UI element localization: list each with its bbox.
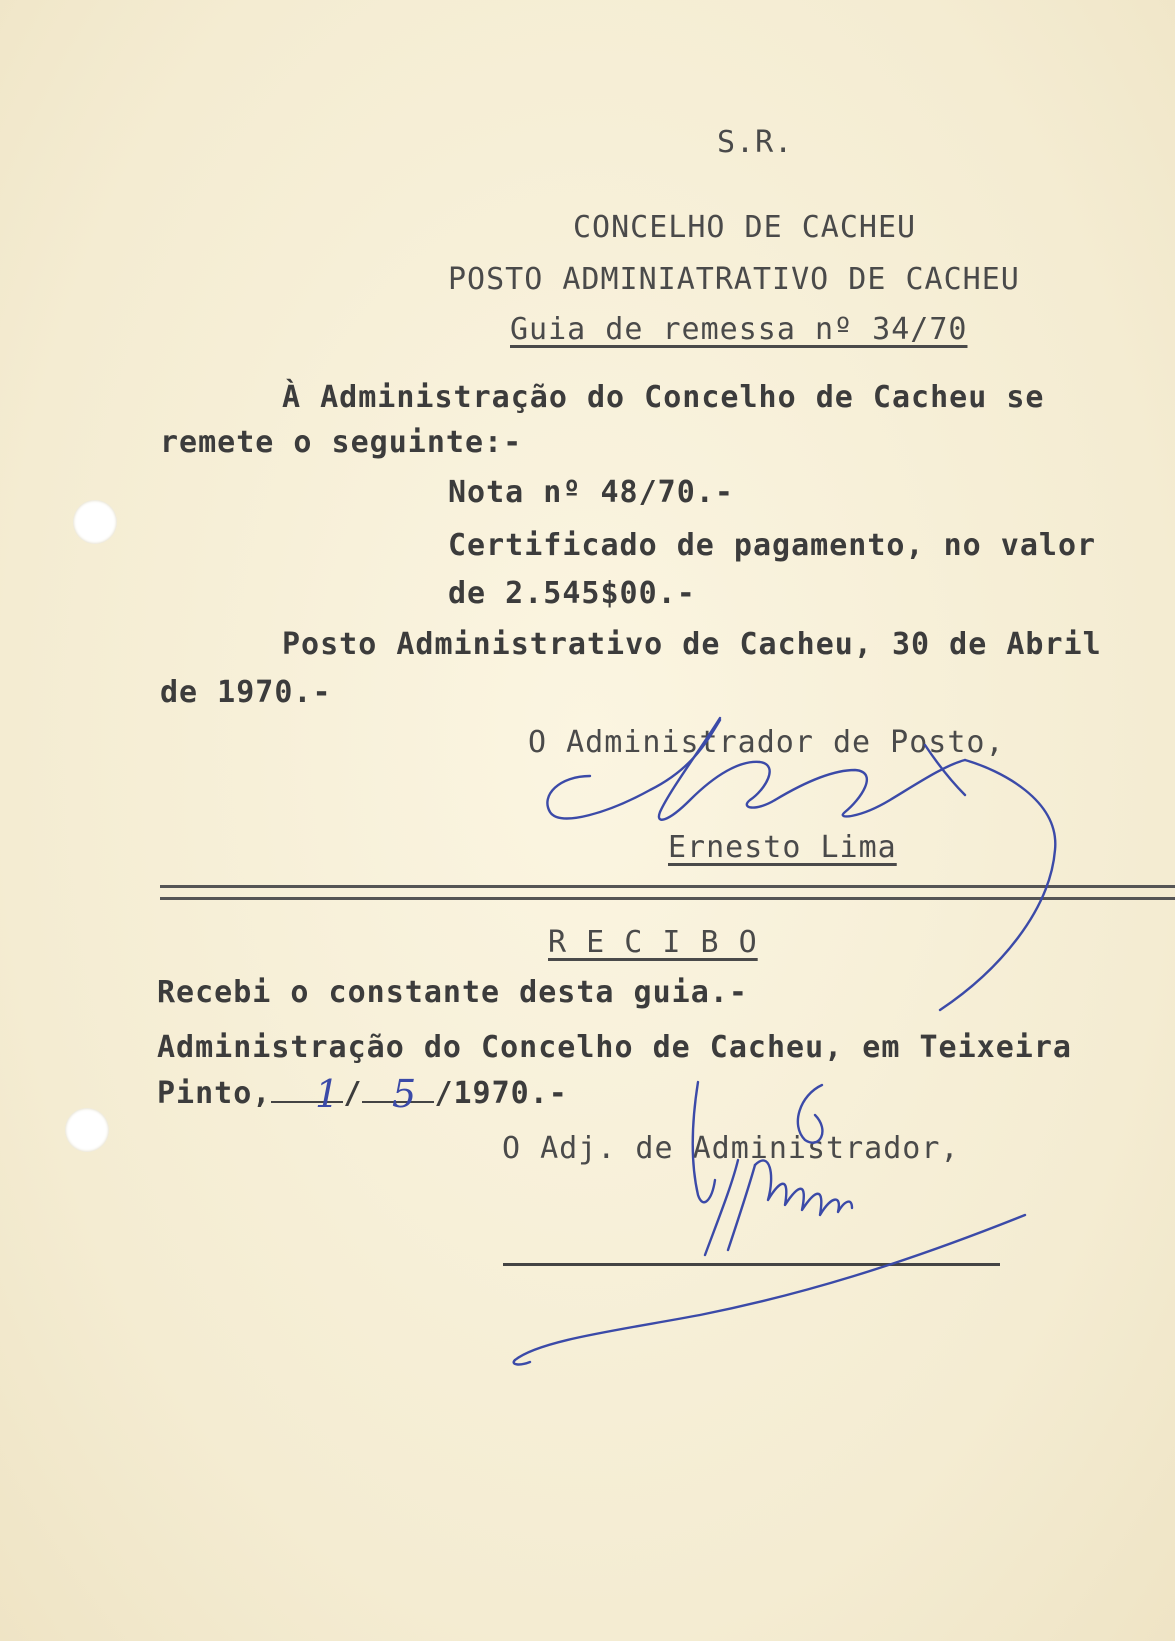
item-certificado-line-2: de 2.545$00.- xyxy=(448,576,696,611)
item-nota: Nota nº 48/70.- xyxy=(448,475,734,510)
receipt-year: /1970.- xyxy=(434,1076,568,1111)
punch-hole-top xyxy=(73,500,117,544)
guide-title: Guia de remessa nº 34/70 xyxy=(510,312,968,347)
receipt-signature-line xyxy=(503,1263,1000,1266)
place-date-line-1: Posto Administrativo de Cacheu, 30 de Abril xyxy=(282,627,1102,662)
receipt-line-1: Recebi o constante desta guia.- xyxy=(157,975,748,1010)
place-date-line-2: de 1970.- xyxy=(160,675,332,710)
intro-line-2: remete o seguinte:- xyxy=(160,425,523,460)
receipt-date-line: Pinto, / /1970.- xyxy=(157,1076,568,1111)
item-certificado-line-1: Certificado de pagamento, no valor xyxy=(448,528,1097,563)
intro-line-1: À Administração do Concelho de Cacheu se xyxy=(282,380,1045,415)
handwritten-day: 1 xyxy=(315,1072,340,1116)
section-divider xyxy=(160,885,1175,900)
header-concelho: CONCELHO DE CACHEU xyxy=(573,210,917,245)
signatory-name: Ernesto Lima xyxy=(668,830,897,865)
header-posto: POSTO ADMINIATRATIVO DE CACHEU xyxy=(448,262,1020,297)
receipt-date-prefix: Pinto, xyxy=(157,1076,272,1111)
receipt-line-2: Administração do Concelho de Cacheu, em Teixeira xyxy=(157,1030,1072,1065)
receipt-title: R E C I B O xyxy=(548,925,758,960)
receipt-signatory-title: O Adj. de Administrador, xyxy=(502,1131,960,1166)
signatory-title: O Administrador de Posto, xyxy=(528,725,1005,760)
handwritten-month: 5 xyxy=(392,1072,417,1116)
punch-hole-bottom xyxy=(65,1108,109,1152)
header-sr: S.R. xyxy=(717,125,794,160)
